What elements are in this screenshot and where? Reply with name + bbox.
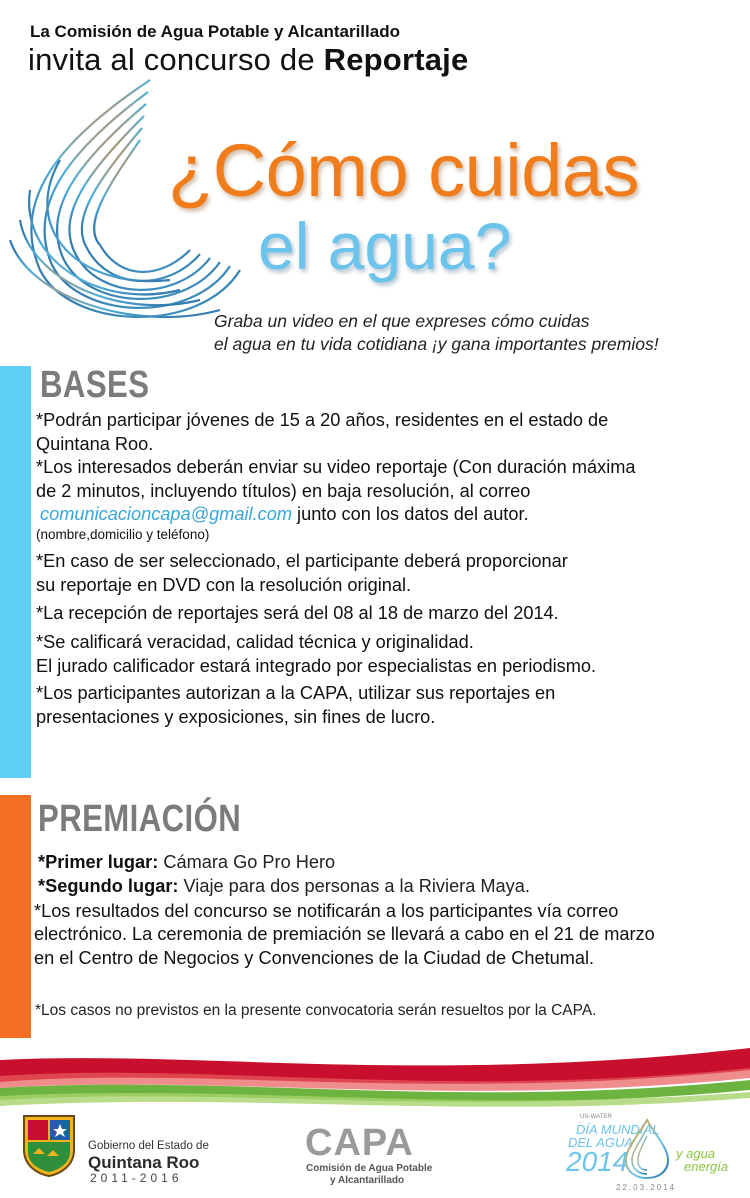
bases-p5-line2: El jurado calificador estará integrado por especialistas en periodismo. [36,656,597,676]
premiacion-side-bar [0,795,31,1038]
subtitle-line2: el agua en tu vida cotidiana ¡y gana importantes premios! [214,334,659,354]
bases-p1-line1: *Podrán participar jóvenes de 15 a 20 años, residentes en el estado de [36,410,609,430]
gob-line1: Gobierno del Estado de [88,1140,209,1152]
prize-first-label: *Primer lugar: [38,852,159,872]
bases-p5-line1: *Se calificará veracidad, calidad técnica y originalidad. [36,632,474,652]
bases-p2-line3 [40,502,529,526]
prize-second-value: Viaje para dos personas a la Riviera Maya. [178,876,530,896]
dia-un-label: UN-WATER [580,1114,612,1120]
bases-p1-line2: Quintana Roo. [36,434,154,454]
dia-title1: DÍA MUNDIAL [576,1122,660,1137]
results-line2: electrónico. La ceremonia de premiación se llevará a cabo en el 21 de marzo [34,924,655,944]
main-title-line2: el agua? [258,209,512,283]
prize-second-label: *Segundo lugar: [38,876,179,896]
prize-first [38,850,335,874]
invite-bold: Reportaje [323,42,469,77]
capa-logo: CAPA [305,1122,414,1164]
bases-p2-line3-rest: junto con los datos del autor. [291,504,529,524]
bases-p4: *La recepción de reportajes será del 08 al 18 de marzo del 2014. [36,603,559,623]
organization-title: La Comisión de Agua Potable y Alcantarillado [30,22,400,41]
bases-p6-line2: presentaciones y exposiciones, sin fines de lucro. [36,707,436,727]
contact-email-link[interactable]: comunicacioncapa@gmail.com [40,504,292,524]
gob-line2: Quintana Roo [88,1153,200,1172]
dia-date: 22.03.2014 [616,1183,677,1192]
decorative-wave-band [0,1040,750,1110]
dia-year: 2014 [566,1146,629,1177]
capa-sub2: y Alcantarillado [330,1175,405,1186]
main-title-line1: ¿Cómo cuidas [168,129,640,212]
bases-p3-line2: su reportaje en DVD con la resolución original. [36,575,412,595]
bases-p2-note: (nombre,domicilio y teléfono) [36,527,210,542]
prize-first-value: Cámara Go Pro Hero [158,852,336,872]
prize-second [38,874,530,898]
capa-sub1: Comisión de Agua Potable [306,1163,433,1174]
state-crest-icon [20,1110,78,1178]
subtitle [214,310,659,356]
bases-p2-line2: de 2 minutos, incluyendo títulos) en baja resolución, al correo [36,481,531,501]
dia-title2: DEL AGUA [568,1135,634,1150]
bases-heading: BASES [40,364,150,406]
gob-line3: 2011-2016 [90,1171,183,1185]
premiacion-heading: PREMIACIÓN [38,798,242,840]
bases-p2-line1: *Los interesados deberán enviar su video reportaje (Con duración máxima [36,457,636,477]
dia-agua2: energía [684,1159,729,1174]
results-line3: en el Centro de Negocios y Convenciones de la Ciudad de Chetumal. [34,948,595,968]
invite-prefix: invita al concurso de [28,42,315,77]
results-line1: *Los resultados del concurso se notificarán a los participantes vía correo [34,901,619,921]
subtitle-line1: Graba un video en el que expreses cómo cuidas [214,311,590,331]
water-drop-icon [622,1118,672,1180]
bases-side-bar [0,366,31,778]
footnote: *Los casos no previstos en la presente convocatoria serán resueltos por la CAPA. [35,1002,597,1019]
bases-p3-line1: *En caso de ser seleccionado, el participante deberá proporcionar [36,551,568,571]
dia-agua1: y agua [676,1146,716,1161]
bases-p6-line1: *Los participantes autorizan a la CAPA, utilizar sus reportajes en [36,683,556,703]
